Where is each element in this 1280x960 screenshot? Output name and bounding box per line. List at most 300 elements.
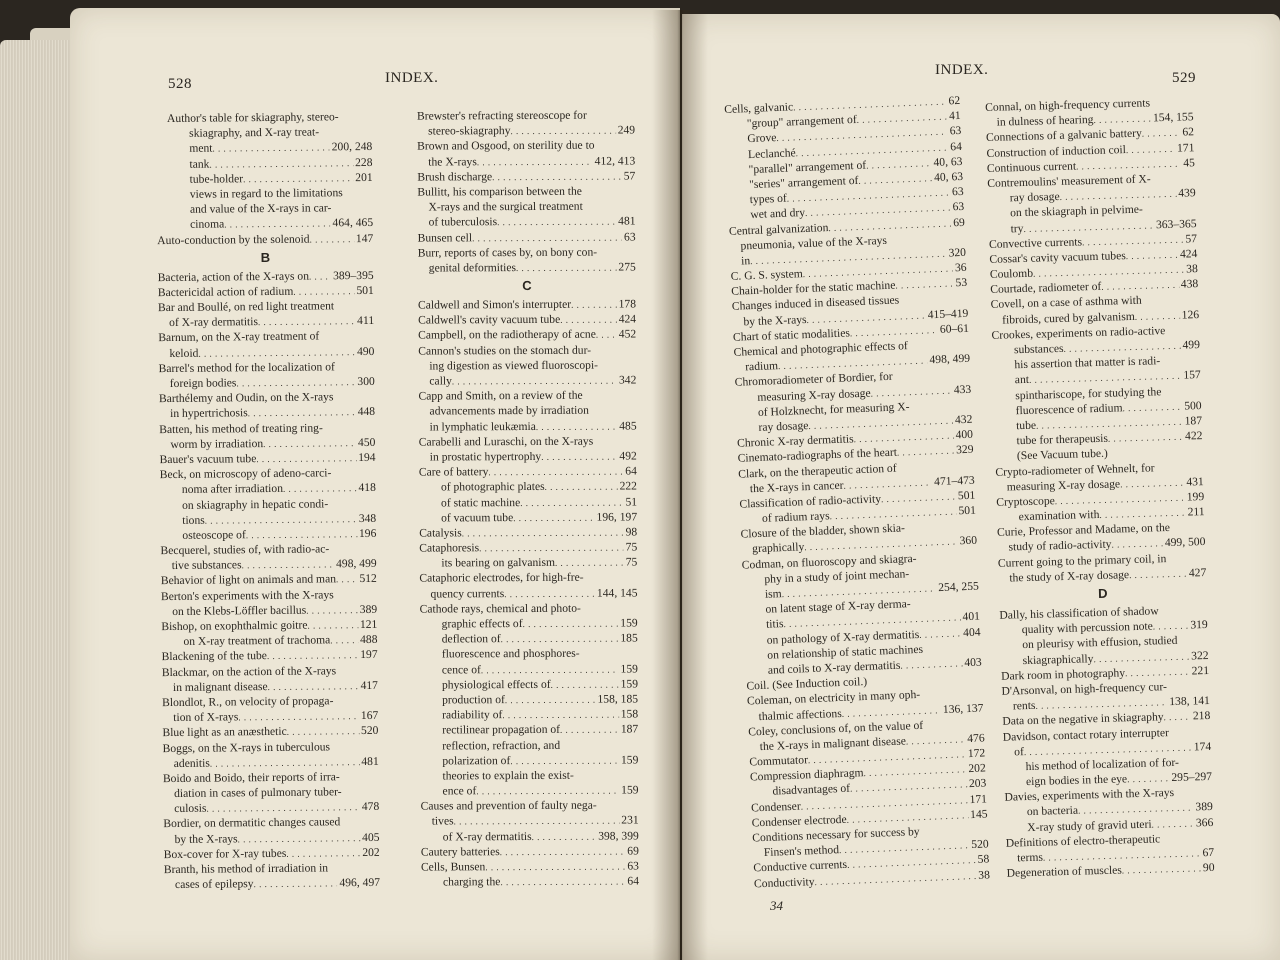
index-entry-page: 389–395 — [332, 268, 374, 282]
index-entry-text: Campbell, on the radiotherapy of acne — [418, 328, 596, 343]
dot-leader — [532, 828, 597, 844]
index-entry-page: 63 — [949, 124, 962, 138]
index-entry-text: X-rays and the surgical treatment — [428, 199, 583, 214]
index-entry-text: rents — [1012, 698, 1036, 713]
index-entry — [162, 647, 378, 664]
index-entry — [418, 244, 636, 260]
index-entry-text: Cells, galvanic — [724, 100, 794, 116]
index-entry-text: Clark, on the therapeutic action of — [738, 461, 897, 481]
dot-leader — [897, 443, 955, 460]
index-entry-page: 98 — [625, 525, 638, 539]
dot-leader — [1122, 398, 1182, 415]
index-entry — [421, 828, 639, 844]
index-entry-text: Compression diaphragm — [749, 766, 864, 784]
dot-leader — [1063, 338, 1180, 356]
index-entry-text: Blue light as an anæsthetic — [162, 725, 287, 740]
index-entry-text: Blackening of the tube — [161, 649, 267, 664]
index-entry-text: skiagraphy, and X-ray treat- — [189, 125, 320, 140]
dot-leader — [1126, 247, 1179, 264]
dot-leader — [502, 707, 618, 723]
index-entry-page: 249 — [617, 123, 636, 137]
right-running-head: INDEX. — [935, 62, 989, 78]
index-entry-text: ing digestion as viewed fluoroscopi- — [429, 358, 599, 373]
dot-leader — [1122, 860, 1202, 877]
index-entry-page: 322 — [1191, 648, 1209, 663]
index-entry-page: 471–473 — [933, 473, 975, 488]
dot-leader — [198, 344, 355, 361]
index-entry — [161, 571, 377, 588]
dot-leader — [571, 297, 617, 312]
index-entry — [419, 555, 637, 571]
right-page-number: 529 — [1172, 70, 1196, 86]
index-entry — [418, 229, 636, 245]
index-entry-page: 57 — [623, 169, 636, 183]
index-entry-text: "group" arrangement of — [746, 113, 857, 131]
index-entry-page: 405 — [362, 830, 380, 844]
index-entry — [157, 230, 373, 247]
index-entry-text: skiagraphically — [1022, 651, 1094, 667]
dot-leader — [900, 655, 962, 673]
index-entry-page: 476 — [966, 731, 985, 746]
index-entry-text: Care of battery — [418, 465, 489, 479]
index-entry-text: on X-ray treatment of trachoma — [183, 633, 331, 649]
index-entry-text: Davidson, contact rotary interrupter — [1002, 725, 1170, 744]
index-entry-page: 196, 197 — [596, 510, 638, 524]
index-entry-text: Caldwell and Simon's interrupter — [417, 297, 572, 312]
index-entry-text: Blondlot, R., on velocity of propaga- — [162, 694, 334, 710]
index-entry-page: 481 — [361, 754, 379, 768]
index-entry — [417, 107, 635, 123]
index-entry-text: Branth, his method of irradiation in — [163, 861, 329, 877]
index-entry-text: its bearing on galvanism — [441, 556, 556, 570]
index-entry-text: Batten, his method of treating ring- — [159, 420, 323, 436]
index-entry-text: tank — [189, 157, 210, 171]
index-entry-page: 201 — [355, 170, 373, 184]
index-entry-text: wet and dry — [750, 206, 806, 222]
index-entry-page: 203 — [968, 776, 987, 791]
index-entry-page: 159 — [620, 661, 638, 676]
index-entry-text: in — [740, 253, 751, 268]
index-entry-page: 202 — [362, 845, 380, 859]
index-entry-page: 295–297 — [1171, 769, 1213, 785]
index-entry-text: stereo-skiagraphy — [428, 124, 511, 138]
index-entry-page: 38 — [978, 867, 991, 882]
index-entry-text: Chain-holder for the static machine — [731, 278, 896, 299]
index-entry-page: 319 — [1190, 618, 1208, 632]
index-entry — [421, 813, 639, 829]
index-entry-text: on relationship of static machines — [767, 642, 924, 662]
index-entry-page: 194 — [358, 450, 376, 464]
left-page-number: 528 — [168, 76, 192, 92]
index-entry-text: measuring X-ray dosage — [757, 386, 871, 404]
index-entry-page: 432 — [954, 412, 973, 427]
index-entry — [420, 737, 638, 753]
index-entry-text: Closure of the bladder, shown skia- — [740, 521, 906, 541]
dot-leader — [243, 170, 353, 186]
index-entry-page: 412, 413 — [594, 153, 636, 168]
index-entry — [420, 631, 638, 647]
index-entry-text: cinoma — [190, 217, 225, 232]
index-entry-page: 415–419 — [927, 306, 969, 321]
index-entry-page: 481 — [618, 214, 636, 228]
dot-leader — [241, 557, 334, 573]
index-entry-page: 75 — [625, 555, 638, 569]
index-entry — [163, 754, 379, 771]
index-entry-page: 159 — [620, 677, 639, 691]
index-entry-text: Coulomb — [989, 266, 1034, 281]
index-entry-text: and value of the X-rays in car- — [189, 201, 332, 216]
index-entry-text: in malignant disease — [172, 679, 268, 694]
dot-leader — [248, 404, 356, 420]
dot-leader — [268, 678, 359, 694]
index-entry-text: Bauer's vacuum tube — [159, 452, 257, 467]
index-entry-text: keloid — [169, 346, 199, 360]
index-entry-page: 138, 141 — [1169, 694, 1211, 709]
index-entry-text: tube for therapeusis — [1016, 431, 1109, 448]
index-entry-text: Davies, experiments with the X-rays — [1004, 786, 1175, 804]
index-entry-text: diation in cases of pulmonary tuber- — [173, 785, 342, 801]
index-entry-text: of X-ray dermatitis — [169, 315, 259, 330]
index-entry-text: graphic effects of — [441, 617, 523, 631]
dot-leader — [476, 783, 619, 799]
index-entry-text: genital deformities — [428, 260, 517, 275]
index-entry-text: Convective currents — [988, 235, 1083, 251]
index-entry-page: 501 — [356, 283, 374, 297]
index-entry-page: 144, 145 — [596, 586, 638, 600]
dot-leader — [551, 676, 619, 692]
index-section-letter: D — [1097, 585, 1108, 602]
index-entry-page: 185 — [620, 631, 638, 645]
index-entry-text: Construction of induction coil — [986, 142, 1127, 160]
index-entry-text: types of — [749, 191, 788, 207]
index-entry-text: Finsen's method — [763, 843, 840, 860]
index-entry — [162, 678, 378, 695]
index-section-letter: B — [260, 249, 271, 265]
index-entry-text: osteoscope of — [182, 528, 246, 542]
index-entry-page: 200, 248 — [331, 140, 373, 154]
index-entry — [159, 450, 375, 467]
index-entry-page: 159 — [620, 616, 638, 630]
dot-leader — [485, 858, 625, 874]
dot-leader — [510, 752, 619, 768]
index-entry-page: 438 — [1180, 277, 1199, 291]
dot-leader — [596, 327, 617, 342]
index-entry — [417, 199, 635, 215]
index-entry-page: 485 — [619, 418, 637, 433]
index-entry-text: Conductivity — [753, 874, 815, 890]
index-column-right-2 — [985, 94, 1215, 881]
index-entry-text: production of — [442, 693, 505, 707]
index-entry-page: 501 — [958, 503, 977, 518]
index-entry — [418, 342, 636, 358]
index-entry-page: 62 — [1182, 125, 1195, 139]
index-entry-page: 60–61 — [939, 321, 970, 336]
index-entry-text: Box-cover for X-ray tubes — [163, 846, 287, 861]
index-entry-text: C. G. S. system — [730, 267, 804, 283]
dot-leader — [560, 312, 617, 327]
index-entry-text: Condenser electrode — [751, 812, 847, 830]
index-entry-text: Cryptoscope — [996, 494, 1056, 509]
index-entry-page: 40, 63 — [933, 169, 964, 184]
index-entry-page: 90 — [1202, 861, 1215, 875]
index-entry — [418, 214, 636, 230]
dot-leader — [523, 616, 619, 632]
dot-leader — [520, 494, 623, 510]
index-entry-page: 488 — [360, 633, 378, 647]
index-entry-page: 433 — [953, 382, 972, 396]
index-entry-page: 69 — [952, 215, 966, 229]
index-entry-text: tives — [431, 814, 454, 828]
dot-leader — [505, 692, 596, 708]
index-entry-text: adenitis — [173, 756, 210, 770]
dot-leader — [209, 155, 353, 172]
index-entry-text: Connections of a galvanic battery — [985, 127, 1143, 145]
index-entry-text: Chart of static modalities — [732, 326, 851, 344]
index-entry-text: Brush discharge — [417, 169, 493, 184]
index-entry-text: (See Vacuum tube.) — [1016, 447, 1109, 463]
index-entry-text: Conditions necessary for success by — [752, 825, 920, 845]
index-entry-page: 187 — [1184, 414, 1203, 428]
index-entry-text: in dulness of hearing — [996, 113, 1094, 129]
dot-leader — [238, 830, 361, 846]
index-entry-page: 158 — [620, 707, 639, 721]
index-entry-page: 36 — [954, 260, 967, 275]
index-entry-text: Barrel's method for the localization of — [158, 360, 335, 375]
dot-leader — [1151, 815, 1194, 831]
index-entry-text: Brewster's refracting stereoscope for — [416, 108, 587, 123]
index-entry-text: Causes and prevention of faulty nega- — [420, 798, 597, 813]
index-entry-text: Blackmar, on the action of the X-rays — [161, 663, 337, 679]
index-entry-text: culosis — [174, 801, 207, 816]
dot-leader — [210, 754, 360, 771]
index-entry-text: disadvantages of — [772, 782, 851, 799]
index-entry — [163, 799, 379, 816]
index-entry-page: 448 — [357, 405, 376, 419]
index-entry-text: tion of X-rays — [173, 710, 239, 725]
index-entry-text: Cells, Bunsen — [420, 860, 486, 874]
index-entry-text: Covell, on a case of asthma with — [990, 294, 1142, 312]
index-entry-text: the X-rays in malignant disease — [759, 734, 907, 753]
index-entry-page: 424 — [618, 312, 637, 326]
index-entry-page: 171 — [969, 792, 988, 806]
index-entry-text: of Holzknecht, for measuring X- — [757, 399, 910, 419]
index-entry-text: physiological effects of — [441, 677, 551, 692]
index-entry-text: radium — [744, 359, 779, 374]
index-entry-page: 69 — [627, 844, 639, 858]
index-entry — [418, 357, 636, 373]
index-entry-text: of photographic plates — [440, 480, 545, 494]
index-entry — [420, 646, 638, 662]
dot-leader — [206, 799, 360, 816]
index-entry-page: 431 — [1186, 474, 1204, 489]
index-entry-text: "series" arrangement of — [748, 173, 859, 192]
index-entry-text: on skiagraphy in hepatic condi- — [181, 496, 329, 512]
index-entry-page: 452 — [618, 327, 637, 341]
index-entry — [417, 153, 635, 169]
index-entry-page: 366 — [1195, 815, 1214, 830]
index-entry-text: Cataphoric electrodes, for high-fre- — [419, 571, 584, 586]
index-entry-text: on latent stage of X-ray derma- — [765, 597, 911, 616]
index-entry-text: Capp and Smith, on a review of the — [418, 388, 583, 403]
index-entry-page: 154, 155 — [1152, 110, 1194, 125]
index-entry-text: Commutator — [749, 753, 809, 769]
index-entry-text: foreign bodies — [169, 376, 237, 391]
dot-leader — [479, 540, 624, 556]
index-entry-text: Definitions of electro-therapeutic — [1005, 832, 1161, 850]
index-entry-page: 498, 499 — [336, 557, 377, 571]
index-entry-page: 342 — [618, 373, 637, 387]
index-entry-text: charging the — [442, 875, 501, 889]
index-entry-text: Cinemato-radiographs of the heart — [737, 445, 898, 466]
index-entry-text: Connal, on high-frequency currents — [985, 96, 1151, 114]
index-entry-text: Cossar's cavity vacuum tubes — [989, 249, 1126, 266]
index-entry — [417, 168, 635, 184]
index-entry-page: 126 — [1181, 307, 1200, 322]
dot-leader — [212, 140, 329, 156]
dot-leader — [513, 509, 594, 525]
index-entry — [419, 524, 637, 540]
index-entry — [421, 798, 639, 814]
index-entry-text: tube-holder — [189, 171, 244, 186]
index-entry-text: Carabelli and Luraschi, on the X-rays — [418, 434, 594, 449]
index-entry-page: 439 — [1178, 186, 1196, 200]
index-entry-text: Bordier, on dermatitic changes caused — [163, 815, 341, 831]
index-entry-text: polarization of — [442, 753, 511, 768]
dot-leader — [267, 647, 358, 663]
dot-leader — [504, 585, 595, 601]
signature-mark: 34 — [770, 898, 783, 913]
index-entry-text: on the skiagraph in pelvime- — [1009, 202, 1143, 220]
index-entry-page: 450 — [357, 435, 376, 449]
index-entry-text: Chromoradiometer of Bordier, for — [734, 370, 893, 390]
index-entry — [420, 752, 638, 768]
index-entry — [162, 723, 378, 740]
index-entry-page: 398, 399 — [598, 829, 639, 843]
dot-leader — [263, 435, 356, 451]
index-entry-text: Cannon's studies on the stomach dur- — [418, 343, 592, 358]
index-entry-page: 520 — [360, 724, 379, 738]
index-entry-page: 63 — [627, 859, 639, 873]
index-entry-page: 199 — [1186, 489, 1205, 504]
index-entry-page: 63 — [951, 184, 964, 199]
dot-leader — [481, 661, 619, 677]
index-entry — [421, 874, 639, 890]
dot-leader — [1142, 125, 1181, 141]
dot-leader — [452, 373, 617, 389]
index-entry-page: 145 — [969, 807, 988, 821]
index-entry-page: 174 — [1193, 739, 1212, 754]
index-entry-text: Courtade, radiometer of — [990, 280, 1102, 297]
dot-leader — [1163, 709, 1191, 725]
index-entry-text: theories to explain the exist- — [442, 768, 574, 783]
index-entry-text: worm by irradiation — [170, 436, 264, 451]
index-entry — [419, 464, 637, 480]
index-entry-text: fluorescence and phosphores- — [441, 647, 580, 661]
index-entry — [418, 372, 636, 388]
index-entry — [420, 722, 638, 738]
index-entry-text: by the X-rays — [743, 312, 807, 329]
index-entry — [420, 600, 638, 616]
index-entry-page: 157 — [1183, 368, 1201, 382]
index-entry-page: 348 — [358, 511, 377, 525]
dot-leader — [246, 526, 357, 542]
index-entry-page: 136, 137 — [942, 700, 984, 716]
index-entry-text: quality with percussion note — [1021, 619, 1154, 637]
index-entry — [164, 875, 380, 892]
dot-leader — [293, 283, 354, 299]
dot-leader — [462, 524, 624, 540]
index-entry-text: Chronic X-ray dermatitis — [736, 432, 854, 450]
index-entry-page: 51 — [625, 494, 638, 508]
index-column-left-2 — [417, 107, 639, 890]
index-entry — [420, 615, 638, 631]
index-entry-page: 404 — [962, 625, 981, 639]
index-entry-text: Chemical and photographic effects of — [733, 339, 909, 359]
index-entry-text: Catalysis — [419, 526, 462, 540]
index-entry-text: ray dosage — [758, 418, 809, 434]
index-entry — [160, 526, 376, 543]
index-entry-text: Dally, his classification of shadow — [999, 604, 1159, 622]
dot-leader — [309, 268, 331, 283]
index-entry-text: Coil. (See Induction coil.) — [746, 675, 868, 693]
index-entry — [419, 433, 637, 449]
index-entry-text: Coleman, on electricity in many oph- — [746, 688, 921, 708]
index-entry-text: Conductive currents — [753, 858, 848, 875]
dot-leader — [501, 631, 619, 647]
dot-leader — [205, 511, 357, 528]
index-entry-text: titis — [765, 617, 784, 632]
index-entry-text: noma after irradiation — [181, 482, 284, 497]
index-entry — [420, 707, 638, 723]
index-entry — [160, 480, 376, 497]
index-entry — [419, 494, 637, 510]
dot-leader — [477, 153, 593, 169]
dot-leader — [258, 313, 355, 329]
dot-leader — [500, 843, 626, 859]
index-entry — [420, 767, 638, 783]
index-entry-text: Grove — [747, 131, 777, 146]
index-entry-text: Bacteria, action of the X-rays on — [157, 269, 310, 284]
index-entry — [418, 259, 636, 275]
dot-leader — [516, 259, 616, 275]
index-entry — [420, 782, 638, 798]
index-entry-text: Continuous current — [986, 159, 1077, 175]
index-entry — [417, 183, 635, 199]
index-entry-text: Barnum, on the X-ray treatment of — [158, 329, 320, 345]
dot-leader — [895, 276, 954, 293]
dot-leader — [536, 418, 617, 434]
index-entry-text: fluorescence of radium — [1015, 401, 1123, 418]
index-entry-text: Current going to the primary coil, in — [997, 551, 1167, 570]
index-entry — [419, 585, 637, 601]
index-entry-text: Condenser — [750, 799, 801, 815]
index-entry-page: 172 — [967, 746, 986, 761]
index-entry-text: Barthélemy and Oudin, on the X-rays — [158, 390, 334, 406]
dot-leader — [306, 602, 358, 618]
index-entry-page: 498, 499 — [929, 351, 971, 367]
index-entry-text: Data on the negative in skiagraphy — [1002, 710, 1164, 729]
index-entry-text: of X-ray dermatitis — [442, 829, 532, 844]
index-entry-text: Curie, Professor and Madame, on the — [996, 521, 1171, 540]
index-entry — [419, 509, 637, 525]
dot-leader — [238, 708, 359, 724]
index-entry-page: 178 — [618, 297, 637, 311]
index-entry-page: 275 — [618, 260, 636, 274]
index-entry-text: Leclanché — [747, 145, 796, 161]
dot-leader — [307, 617, 358, 633]
index-entry — [420, 691, 638, 707]
index-entry-page: 300 — [357, 374, 375, 389]
